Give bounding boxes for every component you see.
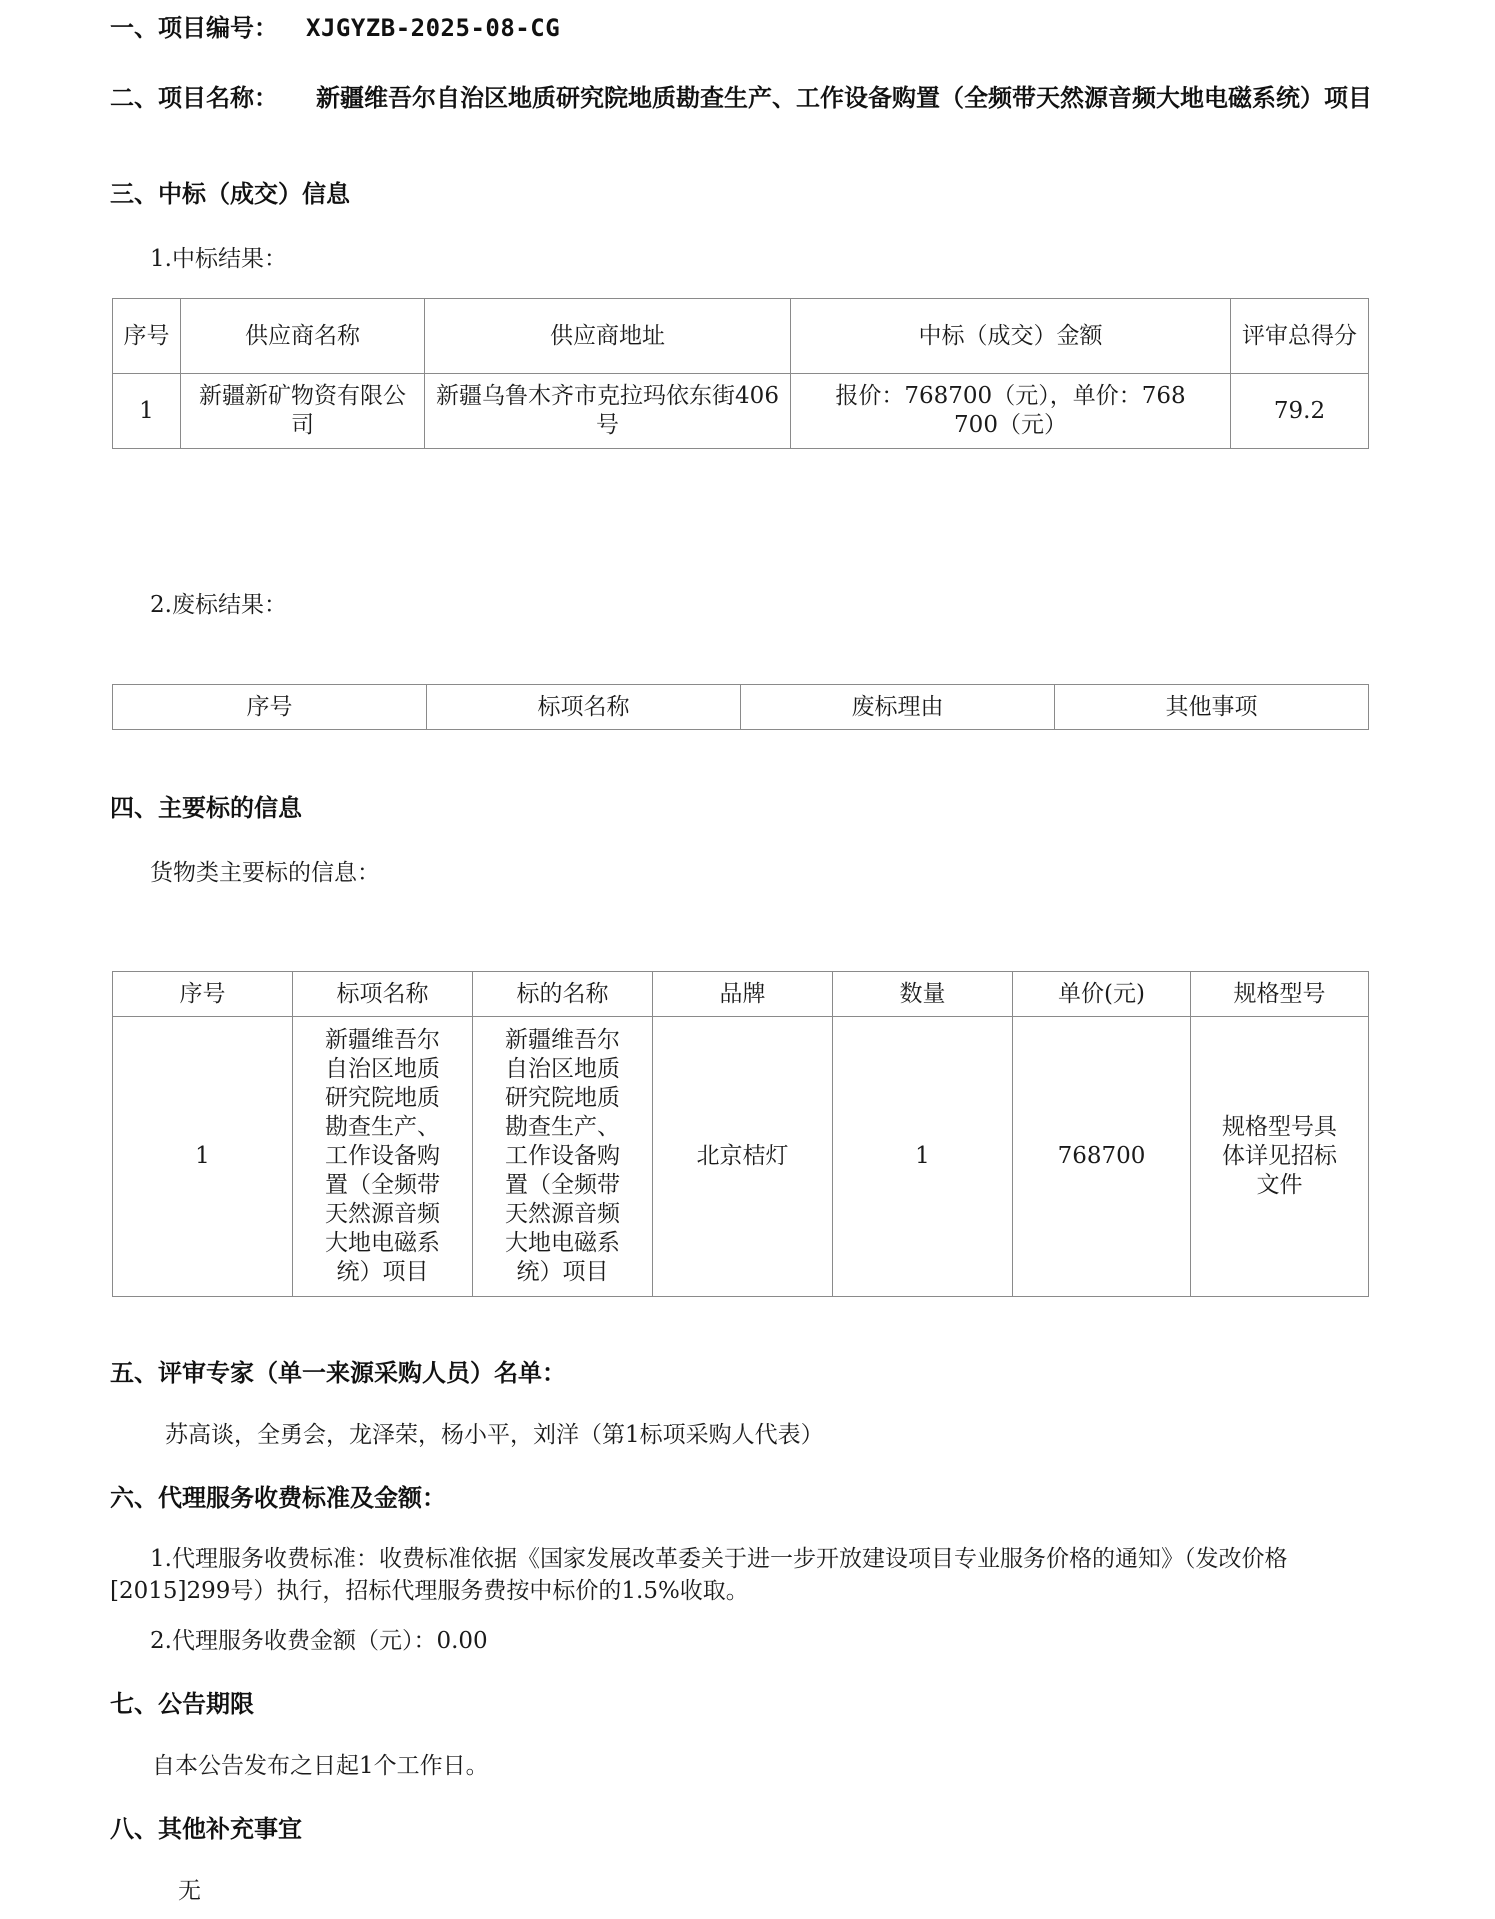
table-cell: 768700 (1013, 1017, 1191, 1297)
col-header: 供应商地址 (425, 299, 791, 374)
other-matters-heading: 八、其他补充事宜 (110, 1815, 302, 1843)
table-cell: 新疆新矿物资有限公司 (181, 374, 425, 449)
failed-bid-subheading: 2.废标结果： (150, 592, 287, 618)
expert-list-heading: 五、评审专家（单一来源采购人员）名单： (110, 1359, 566, 1387)
award-result-subheading: 1.中标结果： (150, 246, 287, 272)
col-header: 标项名称 (427, 685, 741, 730)
col-header: 序号 (113, 685, 427, 730)
col-header: 废标理由 (741, 685, 1055, 730)
col-header: 标的名称 (473, 972, 653, 1017)
col-header: 序号 (113, 972, 293, 1017)
project-number-value: XJGYZB-2025-08-CG (306, 14, 561, 42)
expert-list-text: 苏高谈，全勇会，龙泽荣，杨小平，刘洋（第1标项采购人代表） (165, 1422, 824, 1448)
other-matters-text: 无 (178, 1878, 201, 1904)
table-row (113, 374, 1369, 449)
notice-period-heading: 七、公告期限 (110, 1690, 254, 1718)
failed-bid-header-row (113, 685, 1369, 730)
award-result-table (112, 298, 1369, 449)
col-header: 规格型号 (1191, 972, 1369, 1017)
award-info-heading: 三、中标（成交）信息 (110, 180, 350, 208)
col-header: 单价(元) (1013, 972, 1191, 1017)
goods-subject-subheading: 货物类主要标的信息： (150, 860, 380, 886)
table-cell: 规格型号具体详见招标文件 (1191, 1017, 1369, 1297)
agency-fee-amount: 2.代理服务收费金额（元）：0.00 (150, 1628, 488, 1654)
col-header: 品牌 (653, 972, 833, 1017)
table-cell: 报价：768700（元），单价：768700（元） (791, 374, 1231, 449)
col-header: 评审总得分 (1231, 299, 1369, 374)
table-cell: 北京桔灯 (653, 1017, 833, 1297)
agency-fee-standard: 1.代理服务收费标准：收费标准依据《国家发展改革委关于进一步开放建设项目专业服务价格的通知》（发改价格[2015]299号）执行，招标代理服务费按中标价的1.5%收取。 (110, 1546, 1288, 1604)
col-header: 序号 (113, 299, 181, 374)
agency-fee-heading: 六、代理服务收费标准及金额： (110, 1484, 446, 1512)
notice-period-text: 自本公告发布之日起1个工作日。 (152, 1753, 489, 1779)
project-number-line (110, 12, 560, 44)
col-header: 其他事项 (1055, 685, 1369, 730)
table-cell: 1 (113, 1017, 293, 1297)
col-header: 数量 (833, 972, 1013, 1017)
project-name-line (110, 78, 1375, 118)
award-result-header-row (113, 299, 1369, 374)
main-subject-header-row (113, 972, 1369, 1017)
table-cell: 新疆乌鲁木齐市克拉玛依东街406号 (425, 374, 791, 449)
project-name-value: 新疆维吾尔自治区地质研究院地质勘查生产、工作设备购置（全频带天然源音频大地电磁系统）项目 (316, 84, 1372, 112)
failed-bid-table (112, 684, 1369, 730)
project-number-label: 一、项目编号： (110, 14, 278, 42)
main-subject-heading: 四、主要标的信息 (110, 794, 302, 822)
main-subject-table (112, 971, 1369, 1297)
table-cell: 1 (833, 1017, 1013, 1297)
table-cell: 79.2 (1231, 374, 1369, 449)
table-cell: 新疆维吾尔自治区地质研究院地质勘查生产、工作设备购置（全频带天然源音频大地电磁系统）项目 (473, 1017, 653, 1297)
project-name-label: 二、项目名称： (110, 84, 278, 112)
col-header: 标项名称 (293, 972, 473, 1017)
col-header: 中标（成交）金额 (791, 299, 1231, 374)
table-row (113, 1017, 1369, 1297)
col-header: 供应商名称 (181, 299, 425, 374)
table-cell: 新疆维吾尔自治区地质研究院地质勘查生产、工作设备购置（全频带天然源音频大地电磁系统）项目 (293, 1017, 473, 1297)
table-cell: 1 (113, 374, 181, 449)
